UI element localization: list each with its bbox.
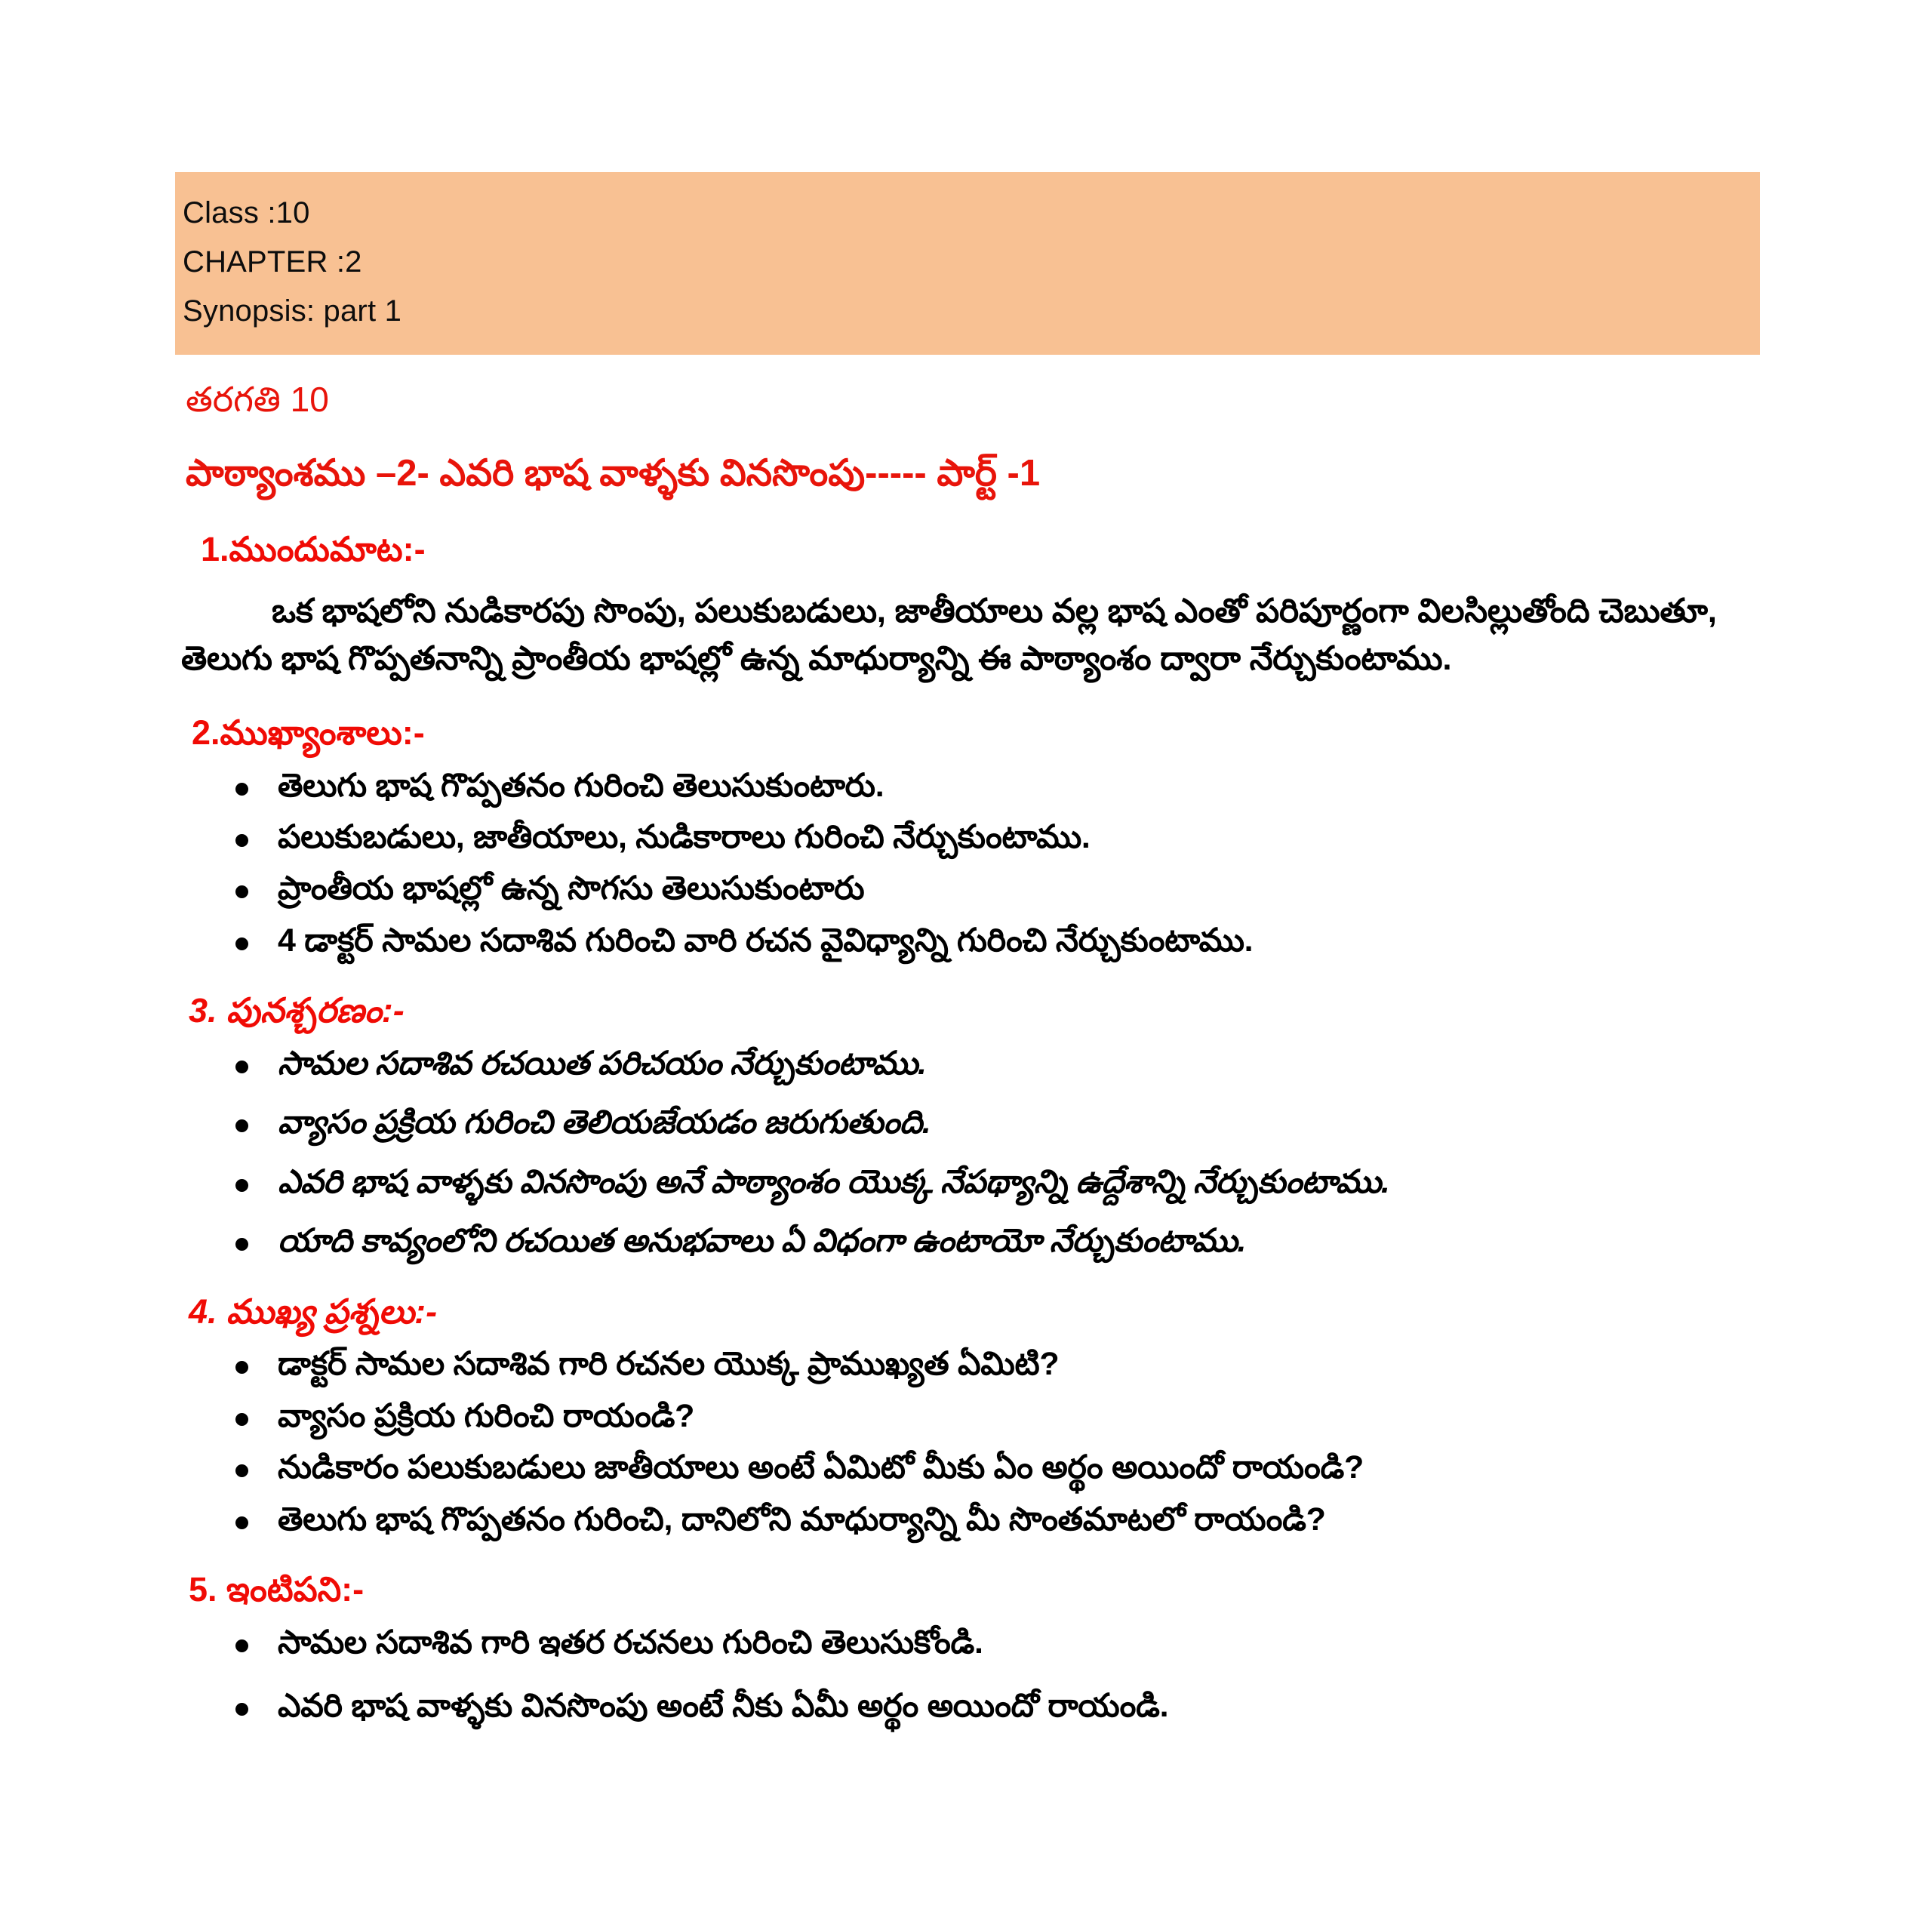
section-3-heading: 3. పునశ్చరణం:-	[189, 991, 405, 1030]
list-item: డాక్టర్ సామల సదాశివ గారి రచనల యొక్క ప్రాముఖ్యత ఏమిటి?	[226, 1344, 1760, 1384]
list-item: వ్యాసం ప్రక్రియ గురించి రాయండి?	[226, 1396, 1760, 1436]
section-2-bullet-list	[175, 766, 1760, 961]
paragraph-line-1: ఒక భాషలోని నుడికారపు సొంపు, పలుకుబడులు, జాతీయాలు వల్ల భాష ఎంతో పరిపూర్ణంగా విలసిల్లుతోంది	[272, 593, 1590, 630]
list-item: వ్యాసం ప్రక్రియ గురించి తెలియజేయడం జరుగుతుంది.	[226, 1103, 1760, 1142]
list-item: నుడికారం పలుకుబడులు జాతీయాలు అంటే ఏమిటో మీకు ఏం అర్థం అయిందో రాయండి?	[226, 1448, 1760, 1487]
paragraph-line-2: చెబుతూ, తెలుగు భాష గొప్పతనాన్ని ప్రాంతీయ భాషల్లో ఉన్న మాధుర్యాన్ని ఈ పాఠ్యాంశం ద్వారా	[181, 593, 1717, 677]
list-item: సామల సదాశివ గారి ఇతర రచనలు గురించి తెలుసుకోండి.	[226, 1623, 1760, 1662]
section-5-heading: 5. ఇంటిపని:-	[189, 1570, 365, 1609]
list-item: తెలుగు భాష గొప్పతనం గురించి, దానిలోని మాధుర్యాన్ని మీ సొంతమాటలో రాయండి?	[226, 1500, 1760, 1539]
section-4-heading: 4. ముఖ్య ప్రశ్నలు:-	[189, 1291, 438, 1331]
paragraph-line-3: నేర్చుకుంటాము.	[1249, 639, 1452, 677]
section-1-heading: 1.ముందుమాట:-	[201, 529, 426, 568]
section-2-heading: 2.ముఖ్యాంశాలు:-	[192, 713, 425, 753]
list-item: ప్రాంతీయ భాషల్లో ఉన్న సొగసు తెలుసుకుంటారు	[226, 869, 1760, 908]
section-1-paragraph	[175, 588, 1760, 682]
lesson-title: పాఠ్యాంశము –2- ఎవరి భాష వాళ్ళకు వినసొంపు----- పార్ట్ -1	[186, 453, 1041, 494]
synopsis-meta-line: Synopsis: part 1	[183, 294, 402, 328]
list-item: ఎవరి భాష వాళ్ళకు వినసొంపు అనే పాఠ్యాంశం యొక్క నేపథ్యాన్ని ఉద్దేశాన్ని నేర్చుకుంటాము.	[226, 1162, 1760, 1202]
section-4-bullet-list	[175, 1344, 1760, 1539]
class-heading-telugu: తరగతి 10	[186, 380, 329, 420]
list-item: ఎవరి భాష వాళ్ళకు వినసొంపు అంటే నీకు ఏమీ అర్థం అయిందో రాయండి.	[226, 1686, 1760, 1726]
list-item: తెలుగు భాష గొప్పతనం గురించి తెలుసుకుంటారు.	[226, 766, 1760, 805]
document-content	[175, 172, 1760, 1750]
section-3-bullet-list	[175, 1044, 1760, 1261]
chapter-meta-line: CHAPTER :2	[183, 245, 362, 279]
list-item: 4 డాక్టర్ సామల సదాశివ గురించి వారి రచన వైవిధ్యాన్ని గురించి నేర్చుకుంటాము.	[226, 921, 1760, 960]
list-item: యాది కావ్యంలోని రచయిత అనుభవాలు ఏ విధంగా ఉంటాయో నేర్చుకుంటాము.	[226, 1221, 1760, 1261]
section-5-bullet-list	[175, 1623, 1760, 1726]
class-meta-line: Class :10	[183, 196, 310, 229]
list-item: సామల సదాశివ రచయిత పరిచయం నేర్చుకుంటాము.	[226, 1044, 1760, 1083]
list-item: పలుకుబడులు, జాతీయాలు, నుడికారాలు గురించి నేర్చుకుంటాము.	[226, 817, 1760, 857]
header-band	[175, 172, 1760, 355]
